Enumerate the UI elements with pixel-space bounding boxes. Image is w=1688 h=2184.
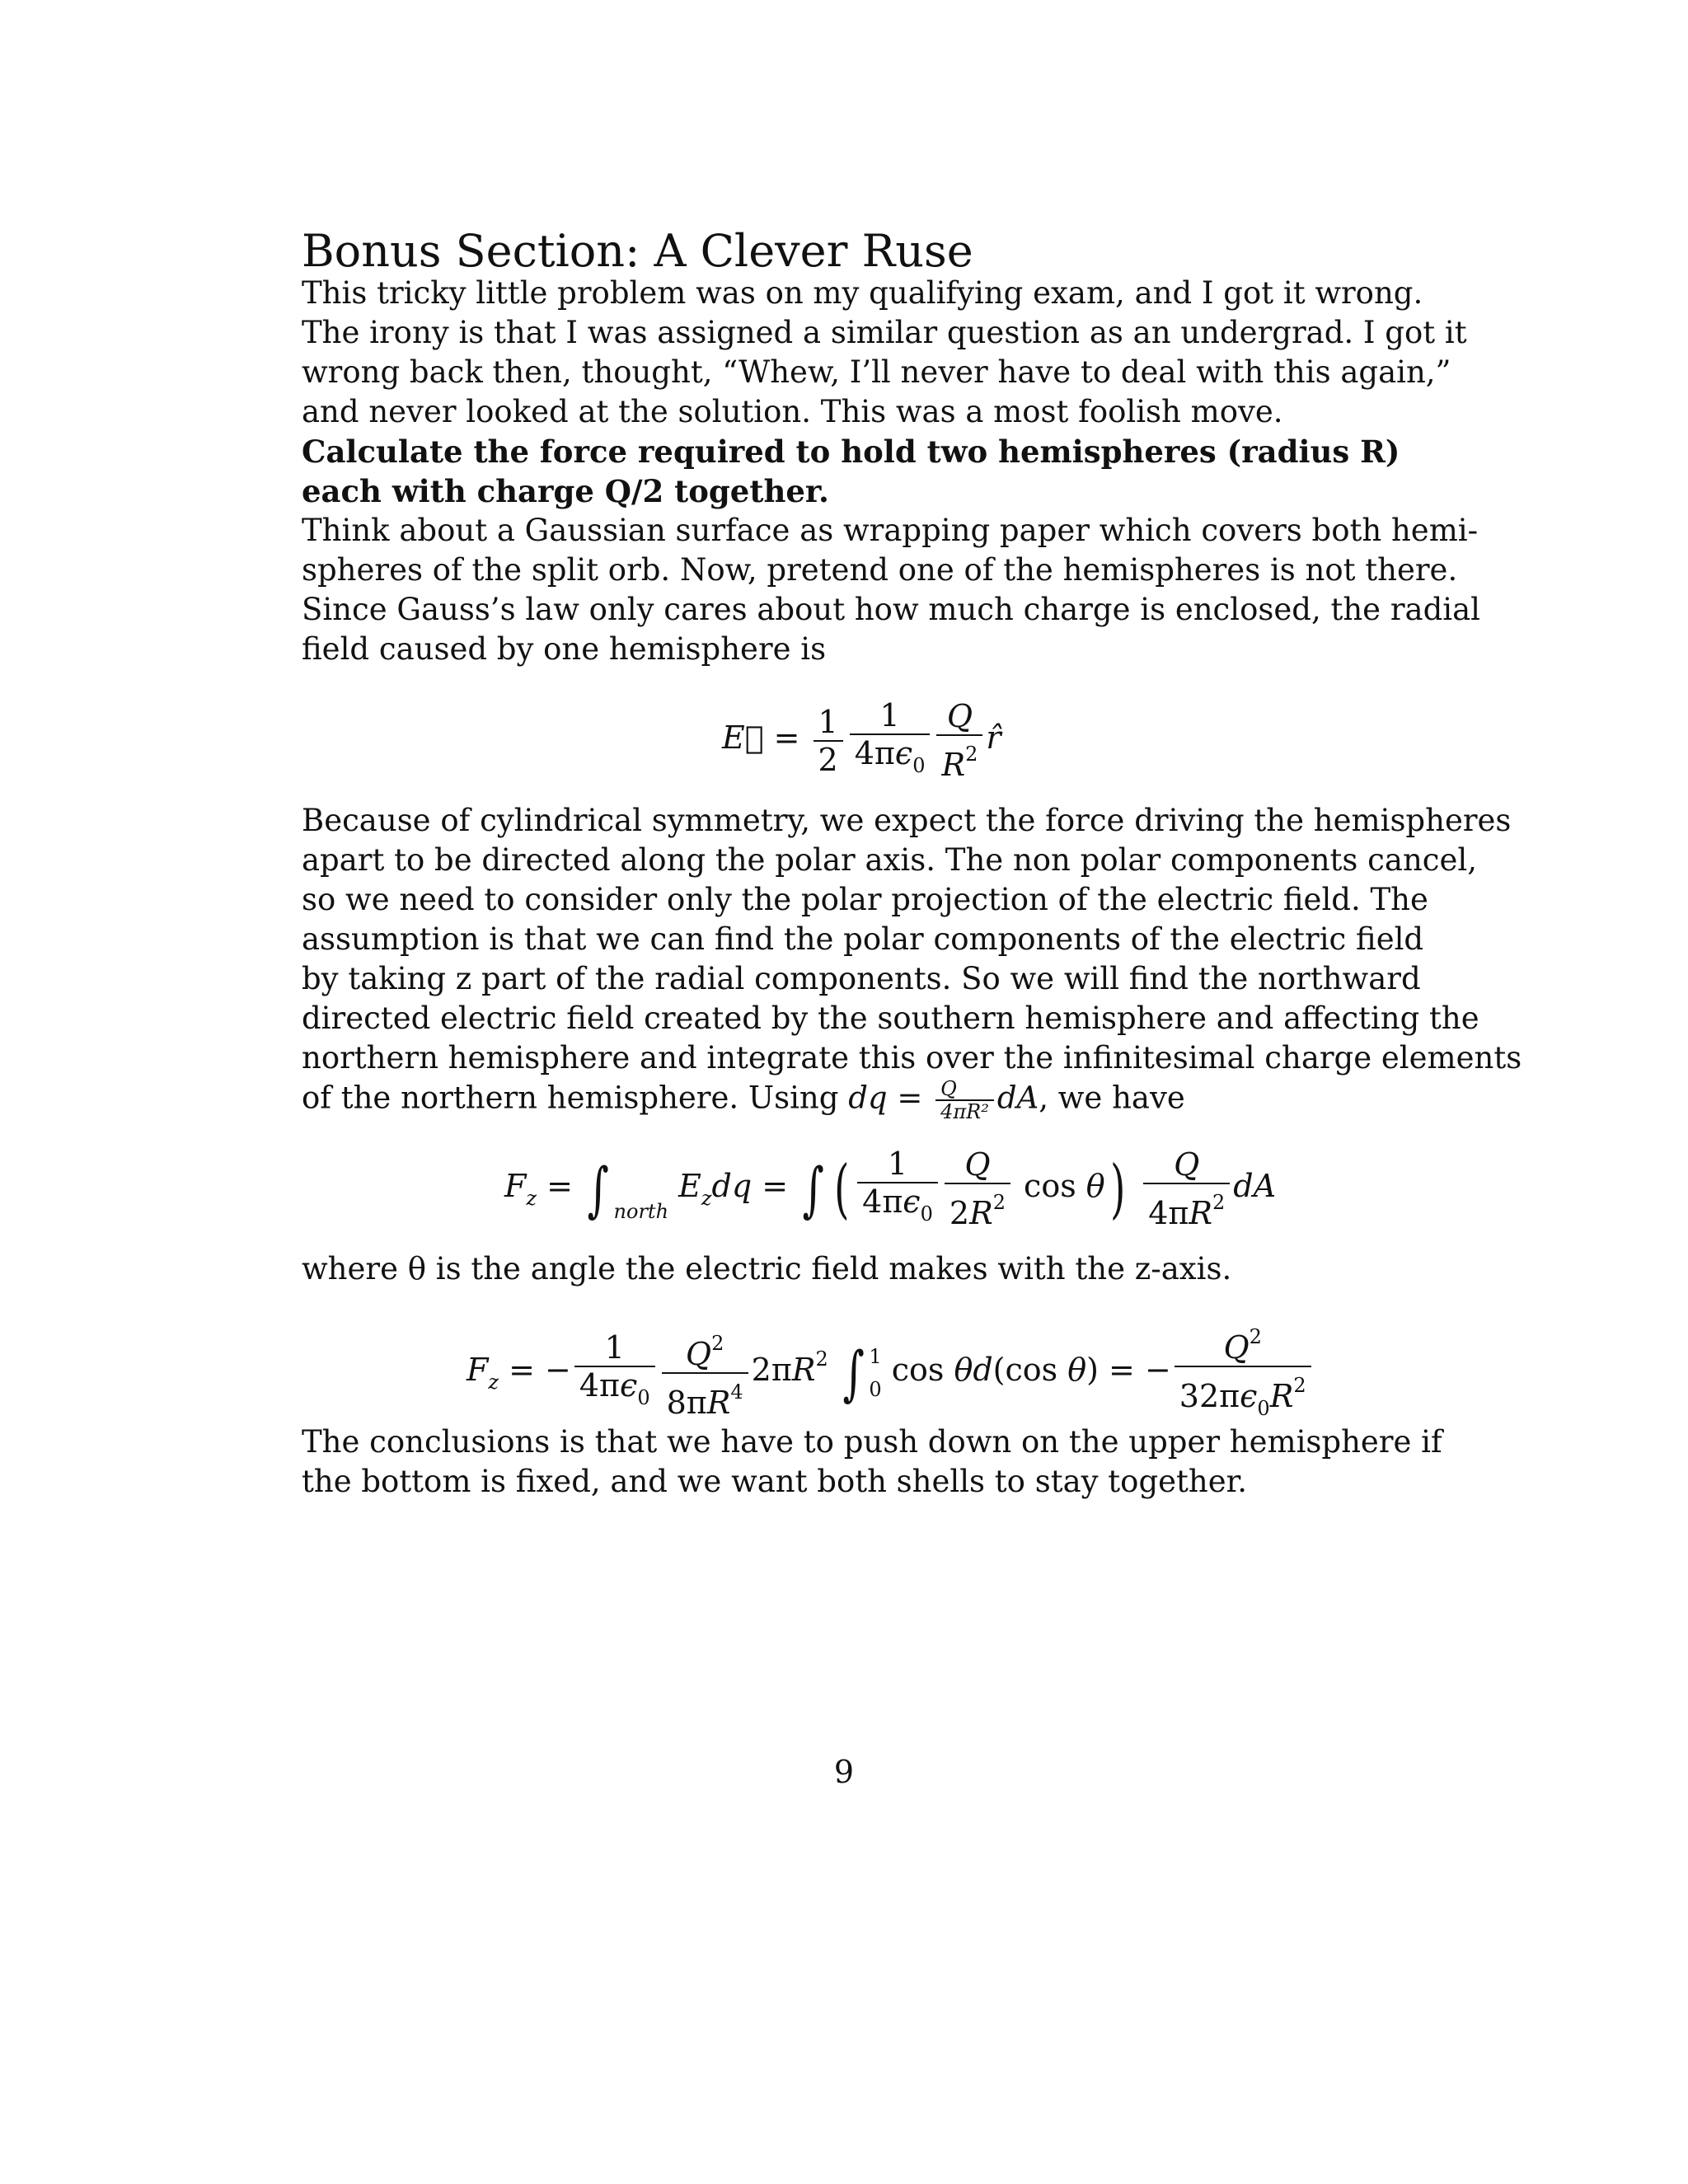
fraction-numerator: Q xyxy=(935,1078,994,1101)
text-line: the bottom is fixed, and we want both shells to stay together. xyxy=(302,1464,1247,1499)
symmetry-paragraph xyxy=(302,801,1522,1078)
text-line: by taking z part of the radial components. So we will find the northward xyxy=(302,961,1421,996)
math-equals: = xyxy=(887,1080,933,1116)
text-line: northern hemisphere and integrate this over the infinitesimal charge elements xyxy=(302,1040,1522,1076)
text-line: Since Gauss’s law only cares about how much charge is enclosed, the radial xyxy=(302,592,1480,627)
theta-line xyxy=(302,1249,1362,1289)
text-line: field caused by one hemisphere is xyxy=(302,631,827,667)
text-line: and never looked at the solution. This was a most foolish move. xyxy=(302,394,1283,429)
equation-electric-field: E⃗ = $\frac{1}{2}$ $\frac{1}{4\pi\epsilon_0}$ $\frac{Q}{R^2}$ r̂ xyxy=(722,697,1001,783)
fraction-denominator: 4πR² xyxy=(940,1100,989,1123)
text-line: spheres of the split orb. Now, pretend one of the hemispheres is not there. xyxy=(302,552,1458,588)
equation-force-result: $F_z$ = − $\frac{1}{4\pi\epsilon_0}$ $\frac{Q^2}{8\pi R^4}$ $2\pi R^2$ ∫ 1 0 cos θd(cos θ) = − $\frac{Q^2}{32\pi\epsilon_0R^2}$ xyxy=(467,1319,1315,1427)
text-segment: of the northern hemisphere. Using xyxy=(302,1080,849,1116)
text-line: assumption is that we can find the polar components of the electric field xyxy=(302,921,1424,957)
problem-statement xyxy=(302,432,1400,511)
section-heading: Bonus Section: A Clever Ruse xyxy=(302,225,973,277)
text-line: This tricky little problem was on my qualifying exam, and I got it wrong. xyxy=(302,275,1423,311)
conclusion-paragraph xyxy=(302,1422,1442,1502)
math-dA: dA xyxy=(996,1080,1039,1116)
text-line: directed electric field created by the southern hemisphere and affecting the xyxy=(302,1001,1479,1036)
equation-force-integral: $F_z$ = ∫ $_{north}$ $E_zdq$ = ∫ ( $\frac{1}{4\pi\epsilon_0}$ $\frac{Q}{2R^2}$ cos θ) $\frac{Q}{4\pi R^2}$ dA xyxy=(504,1146,1277,1231)
math-dq: dq xyxy=(848,1080,888,1116)
intro-paragraph xyxy=(302,274,1467,432)
text-line: Calculate the force required to hold two hemispheres (radius R) xyxy=(302,434,1400,470)
inline-fraction xyxy=(935,1078,994,1122)
text-line: The conclusions is that we have to push down on the upper hemisphere if xyxy=(302,1424,1442,1460)
page-number: 9 xyxy=(833,1754,855,1790)
text-line: Because of cylindrical symmetry, we expect the force driving the hemispheres xyxy=(302,803,1512,838)
text-line: The irony is that I was assigned a similar question as an undergrad. I got it xyxy=(302,315,1467,350)
text-line xyxy=(302,1078,1362,1122)
text-line: where θ is the angle the electric field makes with the z-axis. xyxy=(302,1251,1232,1286)
text-line: apart to be directed along the polar axis. The non polar components cancel, xyxy=(302,842,1477,878)
text-line: Think about a Gaussian surface as wrapping paper which covers both hemi- xyxy=(302,513,1479,548)
using-dq-line xyxy=(302,1078,1362,1122)
text-line: so we need to consider only the polar projection of the electric field. The xyxy=(302,882,1428,917)
gauss-paragraph xyxy=(302,511,1480,669)
text-line: each with charge Q/2 together. xyxy=(302,473,829,509)
text-segment: , we have xyxy=(1039,1080,1185,1116)
text-line: wrong back then, thought, “Whew, I’ll never have to deal with this again,” xyxy=(302,354,1451,390)
